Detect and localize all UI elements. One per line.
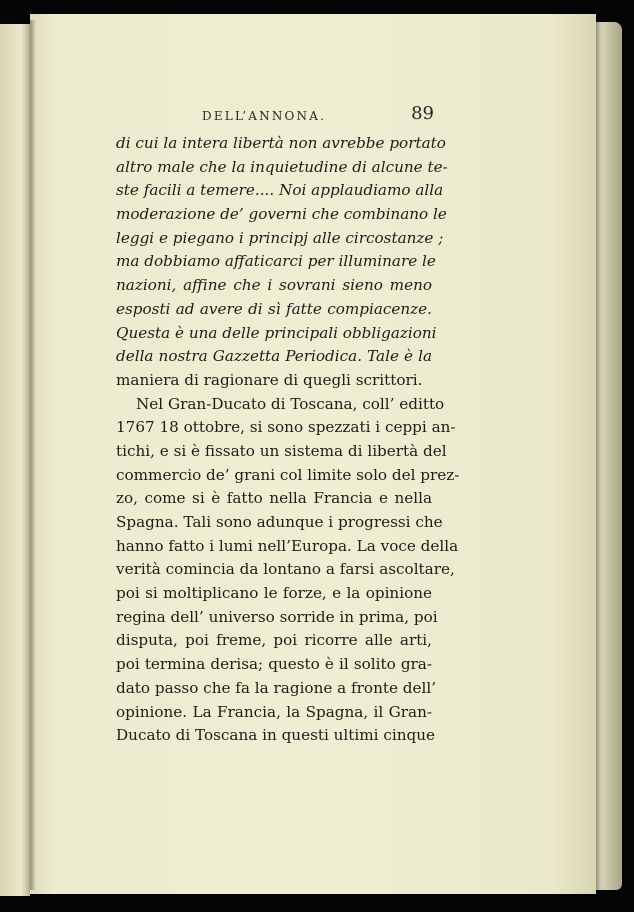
text-line: regina dell’ universo sorride in prima, poi [116, 607, 438, 626]
text-line: Questa è una delle principali obbligazioni [116, 323, 437, 342]
text-line: opinione. La Francia, la Spagna, il Gran- [116, 702, 432, 721]
text-line: hanno fatto i lumi nell’Europa. La voce della [116, 536, 459, 555]
page-number: 89 [411, 103, 434, 124]
text-line: Nel Gran-Ducato di Toscana, coll’ editto [136, 394, 445, 413]
text-line: nazioni, affine che i sovrani sieno meno [116, 276, 432, 295]
facing-page-edge [0, 24, 30, 896]
text-line: commercio de’ grani col limite solo del prez- [116, 465, 460, 484]
text-line: tichi, e si è fissato un sistema di libertà del [116, 441, 447, 460]
text-line: maniera di ragionare di quegli scrittori. [116, 370, 423, 389]
text-line: dato passo che fa la ragione a fronte dell’ [116, 678, 437, 697]
text-line: leggi e piegano i principj alle circostanze ; [116, 228, 444, 247]
text-line: Spagna. Tali sono adunque i progressi che [116, 513, 443, 531]
page-gutter-shadow [30, 20, 36, 890]
text-line: zo, come si è fatto nella Francia e nella [116, 489, 432, 508]
text-line: della nostra Gazzetta Periodica. Tale è la [116, 347, 432, 366]
text-line: moderazione de’ governi che combinano le [116, 205, 447, 224]
text-line: verità comincia da lontano a farsi ascoltare, [116, 560, 455, 579]
body-text [116, 132, 460, 748]
text-line: ste facili a temere.... Noi applaudiamo alla [116, 181, 444, 200]
text-line: Ducato di Toscana in questi ultimi cinque [116, 726, 435, 745]
page-header [202, 103, 434, 127]
text-line: disputa, poi freme, poi ricorre alle arti, [116, 631, 432, 650]
running-head: DELL’ANNONA. [202, 109, 327, 123]
text-line: altro male che la inquietudine di alcune te- [116, 157, 448, 176]
text-line: esposti ad avere di sì fatte compiacenze. [116, 299, 432, 318]
text-line: 1767 18 ottobre, si sono spezzati i ceppi an- [116, 418, 456, 437]
text-line: poi si moltiplicano le forze, e la opinione [116, 584, 432, 603]
text-line: poi termina derisa; questo è il solito gra- [116, 655, 432, 674]
text-line: di cui la intera libertà non avrebbe portato [116, 134, 446, 152]
text-line: ma dobbiamo affaticarci per illuminare le [116, 252, 436, 271]
